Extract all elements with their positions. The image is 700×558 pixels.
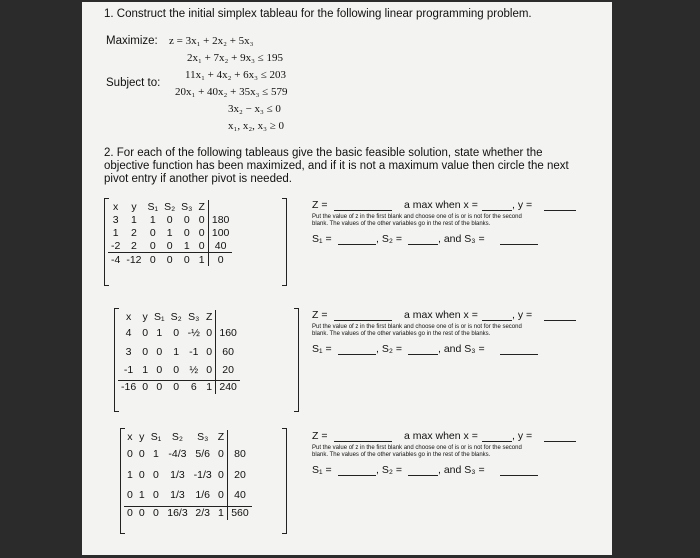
- answer3-max-when: a max when x =: [404, 430, 478, 442]
- table-cell: -12: [123, 253, 144, 267]
- table-cell: 0: [124, 506, 136, 520]
- answer1-s2-blank[interactable]: [408, 244, 438, 245]
- answer3-s2-label: , S₂ =: [376, 464, 402, 476]
- constraint-2: 11x₁ + 4x₂ + 6x₃ ≤ 203: [185, 69, 287, 81]
- tableau1: [108, 200, 232, 266]
- tableau3: [124, 430, 252, 520]
- table-cell: 20: [228, 464, 252, 485]
- table-cell: 1/3: [170, 489, 185, 502]
- table-cell: 1: [131, 213, 137, 226]
- maximize-label: Maximize:: [106, 35, 158, 47]
- table-cell: 0: [151, 380, 168, 394]
- answer2-s2-blank[interactable]: [408, 354, 438, 355]
- tableau2-right-bracket: [294, 308, 299, 412]
- table-cell: 0: [218, 447, 224, 460]
- table-cell: 160: [216, 323, 240, 342]
- answer2-s3-label: , and S₃ =: [438, 343, 485, 355]
- table-cell: 0: [138, 447, 145, 460]
- answer2-y-blank[interactable]: [544, 320, 576, 321]
- table-cell: 60: [216, 342, 240, 361]
- table-cell: 0: [149, 239, 156, 252]
- table-cell: 0: [142, 326, 149, 339]
- q2-title-line2: objective function has been maximized, and if it is not a maximum value then circle the next: [104, 160, 569, 172]
- table-cell: 0: [218, 489, 224, 502]
- table-cell: 0: [183, 213, 190, 226]
- table-cell: 1: [156, 326, 163, 339]
- answer3-s3-blank[interactable]: [500, 475, 538, 476]
- answer1-y-blank[interactable]: [544, 210, 576, 211]
- table-cell: 1: [203, 380, 216, 394]
- header-cell: [228, 430, 252, 443]
- table-cell: 1: [195, 253, 208, 267]
- table-cell: 0: [183, 226, 190, 239]
- answer2-s1-label: S₁ =: [312, 343, 332, 355]
- answer2-max-when: a max when x =: [404, 309, 478, 321]
- header-cell: S₁: [150, 430, 162, 443]
- answer1-z-label: Z =: [312, 199, 328, 211]
- table-cell: 0: [198, 213, 205, 226]
- objective-function: z = 3x₁ + 2x₂ + 5x₃: [169, 35, 254, 47]
- answer1-s1-label: S₁ =: [312, 233, 332, 245]
- table-cell: 1/3: [170, 468, 185, 481]
- table-cell: 40: [228, 485, 252, 506]
- header-cell: y: [131, 200, 137, 213]
- table-cell: 0: [127, 447, 133, 460]
- table-cell: 0: [208, 253, 232, 267]
- table-cell: 0: [166, 239, 173, 252]
- table-cell: 0: [168, 380, 185, 394]
- table-cell: -1: [189, 345, 199, 358]
- table-cell: 240: [216, 380, 240, 394]
- table-cell: 1: [166, 226, 173, 239]
- answer1-s2-label: , S₂ =: [376, 233, 402, 245]
- table-cell: 0: [156, 345, 163, 358]
- header-cell: [216, 310, 240, 323]
- answer3-s3-label: , and S₃ =: [438, 464, 485, 476]
- answer3-z-blank[interactable]: [334, 441, 392, 442]
- answer2-s3-blank[interactable]: [500, 354, 538, 355]
- table-cell: -½: [187, 326, 200, 339]
- q1-title: 1. Construct the initial simplex tableau for the following linear programming problem.: [104, 8, 532, 20]
- header-cell: Z: [205, 310, 213, 323]
- header-cell: x: [113, 200, 119, 213]
- table-cell: 1: [142, 364, 149, 377]
- header-cell: Z: [198, 200, 205, 213]
- table-cell: 20: [216, 361, 240, 380]
- header-cell: [208, 200, 232, 213]
- header-cell: x: [125, 310, 132, 323]
- answer2-s1-blank[interactable]: [338, 354, 376, 355]
- header-cell: S₂: [171, 430, 183, 443]
- answer1-max-when: a max when x =: [404, 199, 478, 211]
- table-cell: 1: [183, 239, 190, 252]
- answer1-s1-blank[interactable]: [338, 244, 376, 245]
- header-cell: S₃: [181, 200, 193, 213]
- nonnegativity-constraint: x₁, x₂, x₃ ≥ 0: [228, 120, 285, 132]
- table-cell: 0: [206, 364, 213, 377]
- table-cell: 0: [153, 489, 159, 502]
- table-cell: 0: [156, 364, 163, 377]
- header-cell: y: [142, 310, 148, 323]
- q2-title-line1: 2. For each of the following tableaus give the basic feasible solution, state whether the: [104, 147, 543, 159]
- answer1-y-label: , y =: [512, 199, 533, 211]
- answer1-note-line1: Put the value of z in the first blank and choose one of is or is not for the second: [312, 214, 522, 220]
- table-cell: -1/3: [193, 468, 212, 481]
- header-cell: S₂: [164, 200, 176, 213]
- table-cell: 0: [139, 380, 151, 394]
- table-cell: 0: [206, 326, 213, 339]
- table-cell: 3: [125, 345, 132, 358]
- answer2-note-line1: Put the value of z in the first blank and choose one of is or is not for the second: [312, 324, 522, 330]
- table-cell: 0: [198, 239, 205, 252]
- table-cell: 0: [127, 489, 133, 502]
- table-cell: 16/3: [164, 506, 190, 520]
- table-cell: 1: [112, 226, 119, 239]
- table-cell: 1: [149, 213, 156, 226]
- table-cell: 0: [148, 506, 165, 520]
- constraint-4: 3x₂ − x₃ ≤ 0: [228, 103, 281, 115]
- answer3-s2-blank[interactable]: [408, 475, 438, 476]
- table-cell: 0: [206, 345, 213, 358]
- tableau1-right-bracket: [282, 198, 287, 286]
- header-cell: S₃: [197, 430, 209, 443]
- answer3-s1-blank[interactable]: [338, 475, 376, 476]
- table-cell: 40: [208, 239, 232, 253]
- tableau3-right-bracket: [282, 428, 287, 534]
- table-cell: 1/6: [195, 489, 211, 502]
- table-cell: -2: [111, 239, 121, 252]
- answer1-note-line2: blank. The values of the other variables go in the rest of the blanks.: [312, 221, 491, 227]
- table-cell: 6: [185, 380, 203, 394]
- header-cell: S₁: [147, 200, 159, 213]
- table-cell: 1: [138, 489, 145, 502]
- answer2-z-blank[interactable]: [334, 320, 392, 321]
- table-cell: 180: [208, 213, 232, 226]
- table-cell: 2/3: [191, 506, 215, 520]
- answer3-x-blank[interactable]: [482, 441, 512, 442]
- table-cell: 1: [153, 447, 159, 460]
- constraint-3: 20x₁ + 40x₂ + 35x₃ ≤ 579: [175, 86, 288, 98]
- answer2-z-label: Z =: [312, 309, 328, 321]
- header-cell: y: [139, 430, 145, 443]
- table-cell: 0: [142, 345, 149, 358]
- q2-title-line3: pivot entry if another pivot is needed.: [104, 173, 292, 185]
- answer3-s1-label: S₁ =: [312, 464, 332, 476]
- table-cell: -4: [108, 253, 123, 267]
- answer2-note-line2: blank. The values of the other variables go in the rest of the blanks.: [312, 331, 491, 337]
- answer3-y-blank[interactable]: [544, 441, 576, 442]
- table-cell: 4: [125, 326, 132, 339]
- header-cell: S₂: [170, 310, 182, 323]
- header-cell: S₃: [188, 310, 200, 323]
- answer3-note-line1: Put the value of z in the first blank and choose one of is or is not for the second: [312, 445, 522, 451]
- table-cell: 0: [173, 326, 180, 339]
- table-cell: -1: [123, 364, 134, 377]
- answer1-x-blank[interactable]: [482, 210, 512, 211]
- table-cell: 0: [198, 226, 205, 239]
- table-cell: 2: [131, 239, 137, 252]
- table-cell: 0: [166, 213, 173, 226]
- table-cell: 560: [228, 506, 252, 520]
- table-cell: 1: [215, 506, 228, 520]
- answer1-s3-label: , and S₃ =: [438, 233, 485, 245]
- header-cell: S₁: [154, 310, 165, 323]
- table-cell: 3: [112, 213, 119, 226]
- table-cell: 0: [136, 506, 148, 520]
- table-cell: 0: [173, 364, 180, 377]
- answer3-note-line2: blank. The values of the other variables go in the rest of the blanks.: [312, 452, 491, 458]
- worksheet-page: [82, 2, 612, 555]
- table-cell: 0: [218, 468, 224, 481]
- answer1-z-blank[interactable]: [334, 210, 392, 211]
- answer1-s3-blank[interactable]: [500, 244, 538, 245]
- table-cell: 80: [228, 443, 252, 464]
- table-cell: 0: [145, 253, 162, 267]
- constraint-1: 2x₁ + 7x₂ + 9x₃ ≤ 195: [187, 52, 283, 64]
- header-cell: x: [127, 430, 133, 443]
- table-cell: -4/3: [168, 447, 187, 460]
- answer2-s2-label: , S₂ =: [376, 343, 402, 355]
- table-cell: 0: [138, 468, 145, 481]
- answer2-y-label: , y =: [512, 309, 533, 321]
- table-cell: 0: [153, 468, 159, 481]
- table-cell: 2: [131, 226, 137, 239]
- tableau2: [118, 310, 240, 394]
- header-cell: Z: [217, 430, 225, 443]
- table-cell: 1: [173, 345, 180, 358]
- answer3-y-label: , y =: [512, 430, 533, 442]
- subject-to-label: Subject to:: [106, 77, 161, 89]
- table-cell: -16: [118, 380, 139, 394]
- table-cell: ½: [189, 364, 199, 377]
- answer2-x-blank[interactable]: [482, 320, 512, 321]
- table-cell: 0: [161, 253, 178, 267]
- table-cell: 0: [149, 226, 156, 239]
- table-cell: 5/6: [195, 447, 211, 460]
- table-cell: 100: [208, 226, 232, 239]
- table-cell: 1: [127, 468, 133, 481]
- answer3-z-label: Z =: [312, 430, 328, 442]
- table-cell: 0: [178, 253, 195, 267]
